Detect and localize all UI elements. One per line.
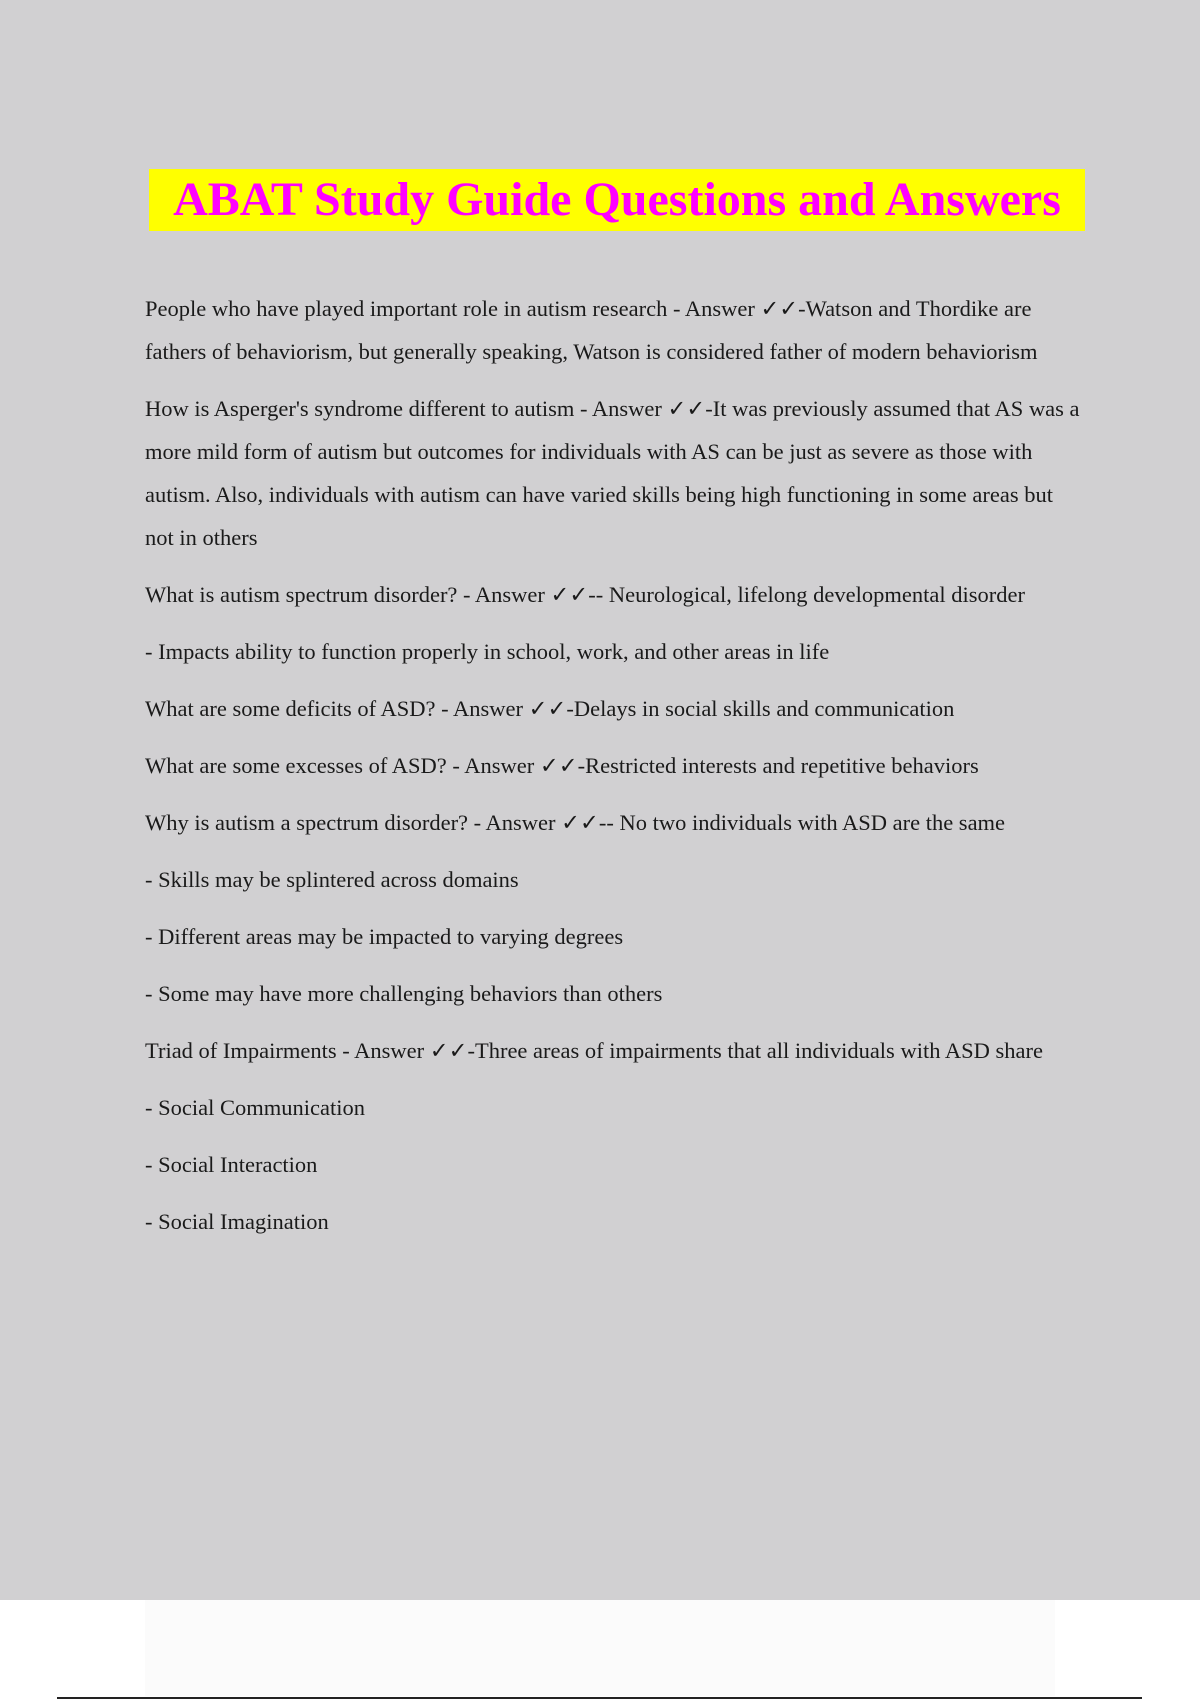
title-highlight [149,169,1085,231]
qa-why-spectrum: Why is autism a spectrum disorder? - Answer ✓✓-- No two individuals with ASD are the same [145,810,1006,835]
qa-triad-of-impairments: Triad of Impairments - Answer ✓✓-Three areas of impairments that all individuals with ASD share [145,1038,1043,1063]
qa-asperger-difference: How is Asperger's syndrome different to autism - Answer ✓✓-It was previously assumed that AS was a more mild form of autism but outcomes for individuals with AS can be just as severe as those with autism. Also, individuals with autism can have varied skills being high functioning in some areas but not in others [145,396,1080,550]
next-page-preview [145,1600,1055,1696]
list-item-varying-degrees: - Different areas may be impacted to varying degrees [145,924,624,949]
list-item-social-interaction: - Social Interaction [145,1152,318,1177]
qa-what-is-asd: What is autism spectrum disorder? - Answer ✓✓-- Neurological, lifelong developmental disorder [145,582,1025,607]
list-item-social-imagination: - Social Imagination [145,1209,329,1234]
list-item-social-communication: - Social Communication [145,1095,365,1120]
footer-rule [57,1697,1142,1699]
document-title: ABAT Study Guide Questions and Answers [173,173,1061,226]
list-item-impacts-function: - Impacts ability to function properly in school, work, and other areas in life [145,639,830,664]
list-item-challenging-behaviors: - Some may have more challenging behaviors than others [145,981,663,1006]
qa-asd-deficits: What are some deficits of ASD? - Answer ✓✓-Delays in social skills and communication [145,696,955,721]
qa-autism-research: People who have played important role in autism research - Answer ✓✓-Watson and Thordike are fathers of behaviorism, but generally speaking, Watson is considered father of modern behaviorism [145,296,1038,364]
qa-asd-excesses: What are some excesses of ASD? - Answer ✓✓-Restricted interests and repetitive behaviors [145,753,979,778]
list-item-splintered-skills: - Skills may be splintered across domains [145,867,519,892]
document-body [145,287,1085,1257]
